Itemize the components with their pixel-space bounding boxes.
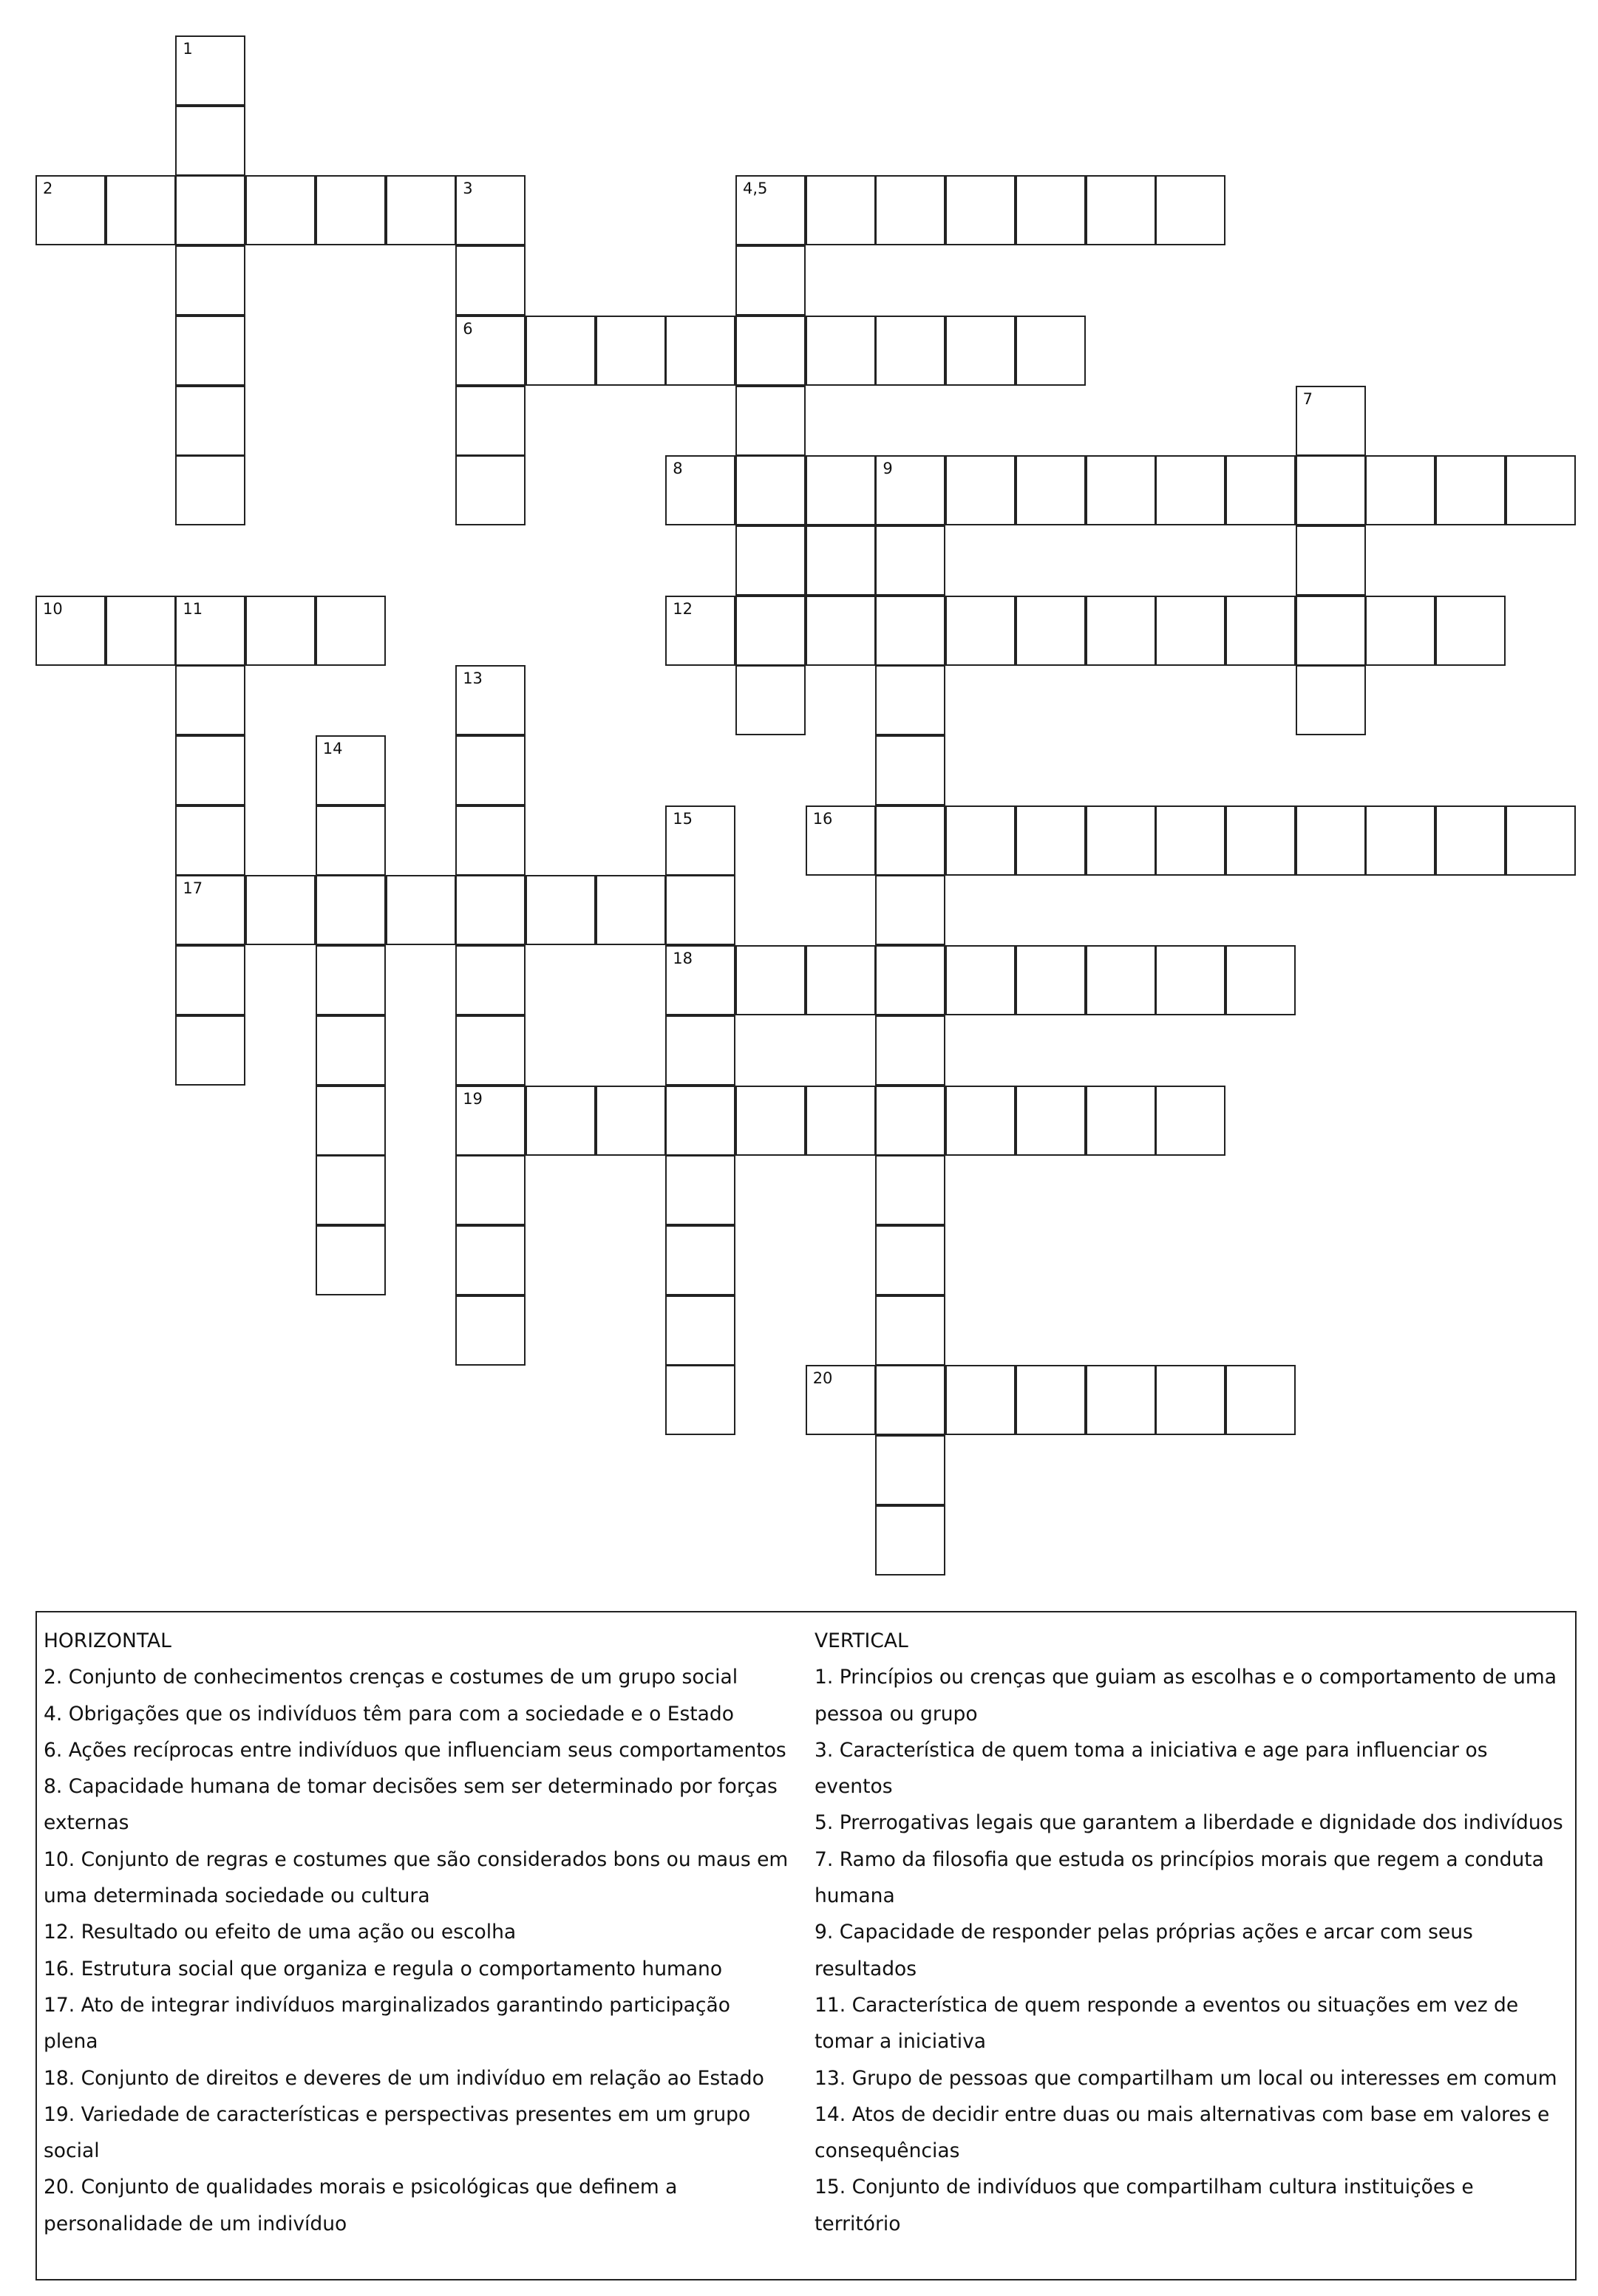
crossword-cell[interactable] xyxy=(175,945,245,1015)
crossword-cell[interactable] xyxy=(175,245,245,316)
vertical-clue-line: humana xyxy=(815,1884,895,1908)
horizontal-clue-line: 16. Estrutura social que organiza e regula o comportamento humano xyxy=(44,1957,723,1980)
crossword-cell[interactable] xyxy=(1225,455,1296,525)
crossword-cell[interactable] xyxy=(875,596,945,666)
crossword-cell[interactable] xyxy=(106,596,176,666)
crossword-cell-8[interactable] xyxy=(665,455,735,525)
crossword-cell[interactable] xyxy=(1086,805,1156,876)
crossword-cell[interactable] xyxy=(1365,805,1435,876)
crossword-cell[interactable] xyxy=(735,525,806,596)
crossword-cell[interactable] xyxy=(1225,805,1296,876)
crossword-cell[interactable] xyxy=(735,245,806,316)
crossword-cell[interactable] xyxy=(1016,1365,1086,1435)
crossword-cell[interactable] xyxy=(665,1365,735,1435)
crossword-cell[interactable] xyxy=(316,1086,386,1156)
crossword-cell-13[interactable] xyxy=(455,665,526,735)
crossword-cell[interactable] xyxy=(596,1086,666,1156)
crossword-cell[interactable] xyxy=(1296,805,1366,876)
vertical-clue-line: 3. Característica de quem toma a iniciativa e age para influenciar os xyxy=(815,1738,1488,1762)
crossword-cell[interactable] xyxy=(1155,455,1225,525)
crossword-cell[interactable] xyxy=(1435,596,1506,666)
crossword-cell[interactable] xyxy=(316,945,386,1015)
crossword-cell[interactable] xyxy=(875,1435,945,1505)
crossword-cell[interactable] xyxy=(455,455,526,525)
clue-number: 9 xyxy=(883,460,893,478)
crossword-cell[interactable] xyxy=(1155,1086,1225,1156)
crossword-cell[interactable] xyxy=(875,875,945,945)
horizontal-clue-line: 19. Variedade de características e perspectivas presentes em um grupo xyxy=(44,2102,751,2126)
crossword-cell[interactable] xyxy=(875,1015,945,1086)
horizontal-clues-column xyxy=(44,1623,818,2242)
crossword-cell[interactable] xyxy=(316,175,386,245)
crossword-cell[interactable] xyxy=(806,455,876,525)
vertical-clue-line: eventos xyxy=(815,1775,893,1799)
crossword-cell-6[interactable] xyxy=(455,316,526,386)
crossword-cell[interactable] xyxy=(1506,805,1576,876)
crossword-cell[interactable] xyxy=(875,1505,945,1575)
clue-number: 6 xyxy=(463,319,473,338)
clue-number: 12 xyxy=(673,599,693,618)
crossword-cell[interactable] xyxy=(735,316,806,386)
crossword-cell[interactable] xyxy=(175,735,245,805)
horizontal-clue-line: 2. Conjunto de conhecimentos crenças e costumes de um grupo social xyxy=(44,1666,738,1689)
crossword-cell[interactable] xyxy=(875,1086,945,1156)
crossword-cell[interactable] xyxy=(1016,455,1086,525)
crossword-cell[interactable] xyxy=(455,1295,526,1366)
crossword-cell[interactable] xyxy=(1155,945,1225,1015)
crossword-cell[interactable] xyxy=(596,875,666,945)
crossword-cell[interactable] xyxy=(455,945,526,1015)
crossword-cell[interactable] xyxy=(1435,455,1506,525)
clue-number: 3 xyxy=(463,180,473,198)
crossword-cell-19[interactable] xyxy=(455,1086,526,1156)
crossword-cell-1[interactable] xyxy=(175,35,245,106)
crossword-cell[interactable] xyxy=(1225,945,1296,1015)
crossword-cell[interactable] xyxy=(875,665,945,735)
vertical-clue-line: 13. Grupo de pessoas que compartilham um local ou interesses em comum xyxy=(815,2066,1557,2090)
crossword-cell[interactable] xyxy=(455,735,526,805)
clue-number: 10 xyxy=(43,599,63,618)
crossword-cell[interactable] xyxy=(735,386,806,456)
clue-number: 16 xyxy=(812,809,833,828)
crossword-cell[interactable] xyxy=(316,1015,386,1086)
crossword-cell[interactable] xyxy=(1155,805,1225,876)
vertical-clue-line: pessoa ou grupo xyxy=(815,1702,978,1726)
crossword-cell-15[interactable] xyxy=(665,805,735,876)
crossword-cell[interactable] xyxy=(735,455,806,525)
crossword-cell[interactable] xyxy=(526,875,596,945)
crossword-cell[interactable] xyxy=(665,1155,735,1225)
crossword-cell[interactable] xyxy=(945,316,1016,386)
crossword-cell[interactable] xyxy=(106,175,176,245)
clue-number: 1 xyxy=(183,40,193,58)
crossword-cell[interactable] xyxy=(945,945,1016,1015)
crossword-cell[interactable] xyxy=(175,805,245,876)
crossword-cell-17[interactable] xyxy=(175,875,245,945)
crossword-cell[interactable] xyxy=(386,875,456,945)
crossword-cell[interactable] xyxy=(1296,455,1366,525)
clue-number: 11 xyxy=(183,599,203,618)
horizontal-clue-line: 8. Capacidade humana de tomar decisões sem ser determinado por forças xyxy=(44,1775,778,1799)
crossword-cell-20[interactable] xyxy=(806,1365,876,1435)
crossword-cell[interactable] xyxy=(1296,665,1366,735)
crossword-cell[interactable] xyxy=(455,386,526,456)
vertical-clue-line: 1. Princípios ou crenças que guiam as escolhas e o comportamento de uma xyxy=(815,1666,1557,1689)
crossword-cell[interactable] xyxy=(455,1015,526,1086)
crossword-cell[interactable] xyxy=(875,735,945,805)
horizontal-clue-list xyxy=(44,1659,818,2242)
crossword-cell[interactable] xyxy=(806,1086,876,1156)
crossword-cell[interactable] xyxy=(455,805,526,876)
clue-number: 8 xyxy=(673,460,683,478)
crossword-cell[interactable] xyxy=(665,1295,735,1366)
crossword-cell[interactable] xyxy=(316,875,386,945)
vertical-clue-line: 5. Prerrogativas legais que garantem a liberdade e dignidade dos indivíduos xyxy=(815,1811,1563,1835)
crossword-cell[interactable] xyxy=(1016,805,1086,876)
crossword-cell[interactable] xyxy=(245,875,316,945)
crossword-cell[interactable] xyxy=(665,1086,735,1156)
crossword-cell[interactable] xyxy=(386,175,456,245)
crossword-cell-2[interactable] xyxy=(35,175,106,245)
crossword-cell[interactable] xyxy=(526,1086,596,1156)
crossword-cell-3[interactable] xyxy=(455,175,526,245)
crossword-cell[interactable] xyxy=(1016,1086,1086,1156)
crossword-cell[interactable] xyxy=(175,175,245,245)
horizontal-clue-line: social xyxy=(44,2139,100,2163)
horizontal-heading: HORIZONTAL xyxy=(44,1629,171,1652)
crossword-cell[interactable] xyxy=(875,1295,945,1366)
crossword-cell[interactable] xyxy=(1365,455,1435,525)
crossword-cell[interactable] xyxy=(1086,1086,1156,1156)
horizontal-clue-line: 18. Conjunto de direitos e deveres de um indivíduo em relação ao Estado xyxy=(44,2066,764,2090)
vertical-clue-line: 9. Capacidade de responder pelas próprias ações e arcar com seus xyxy=(815,1921,1473,1944)
horizontal-clue-line: 20. Conjunto de qualidades morais e psicológicas que definem a xyxy=(44,2176,678,2199)
crossword-cell[interactable] xyxy=(1086,1365,1156,1435)
vertical-clue-line: 14. Atos de decidir entre duas ou mais alternativas com base em valores e xyxy=(815,2102,1550,2126)
crossword-cell[interactable] xyxy=(1086,175,1156,245)
clue-number: 20 xyxy=(812,1369,833,1388)
crossword-cell-7[interactable] xyxy=(1296,386,1366,456)
crossword-cell[interactable] xyxy=(175,316,245,386)
crossword-cell[interactable] xyxy=(526,316,596,386)
crossword-cell[interactable] xyxy=(1506,455,1576,525)
crossword-cell[interactable] xyxy=(175,665,245,735)
crossword-cell[interactable] xyxy=(455,1155,526,1225)
crossword-cell[interactable] xyxy=(1435,805,1506,876)
crossword-cell[interactable] xyxy=(806,596,876,666)
crossword-cell[interactable] xyxy=(735,1086,806,1156)
crossword-cell[interactable] xyxy=(1155,175,1225,245)
clue-number: 18 xyxy=(673,950,693,968)
crossword-cell[interactable] xyxy=(245,596,316,666)
clue-number: 13 xyxy=(463,670,483,688)
clues-box xyxy=(35,1611,1577,2280)
crossword-cell[interactable] xyxy=(665,875,735,945)
crossword-cell[interactable] xyxy=(316,1225,386,1295)
crossword-cell[interactable] xyxy=(945,805,1016,876)
horizontal-clue-line: externas xyxy=(44,1811,129,1835)
clue-number: 15 xyxy=(673,809,693,828)
crossword-cell[interactable] xyxy=(875,1225,945,1295)
horizontal-clue-line: 6. Ações recíprocas entre indivíduos que influenciam seus comportamentos xyxy=(44,1738,786,1762)
crossword-cell-12[interactable] xyxy=(665,596,735,666)
crossword-cell[interactable] xyxy=(875,316,945,386)
vertical-heading: VERTICAL xyxy=(815,1629,908,1652)
crossword-cell[interactable] xyxy=(1016,175,1086,245)
crossword-cell[interactable] xyxy=(1086,596,1156,666)
crossword-cell[interactable] xyxy=(665,1015,735,1086)
crossword-cell[interactable] xyxy=(316,805,386,876)
crossword-cell[interactable] xyxy=(316,1155,386,1225)
crossword-cell[interactable] xyxy=(1016,316,1086,386)
crossword-cell[interactable] xyxy=(945,1086,1016,1156)
crossword-cell[interactable] xyxy=(875,805,945,876)
vertical-clue-line: resultados xyxy=(815,1957,917,1980)
crossword-cell[interactable] xyxy=(875,945,945,1015)
crossword-cell[interactable] xyxy=(806,316,876,386)
crossword-cell[interactable] xyxy=(175,106,245,176)
crossword-cell[interactable] xyxy=(1225,1365,1296,1435)
horizontal-clue-line: plena xyxy=(44,2030,98,2054)
clue-number: 14 xyxy=(322,740,343,757)
crossword-cell[interactable] xyxy=(1296,596,1366,666)
crossword-cell[interactable] xyxy=(455,1225,526,1295)
crossword-cell[interactable] xyxy=(455,245,526,316)
crossword-cell[interactable] xyxy=(735,945,806,1015)
vertical-clue-list xyxy=(815,1659,1576,2242)
crossword-cell[interactable] xyxy=(175,455,245,525)
crossword-cell[interactable] xyxy=(735,665,806,735)
crossword-cell-11[interactable] xyxy=(175,596,245,666)
horizontal-clue-line: 17. Ato de integrar indivíduos marginalizados garantindo participação xyxy=(44,1993,730,2017)
horizontal-clue-line: 12. Resultado ou efeito de uma ação ou escolha xyxy=(44,1921,517,1944)
crossword-cell[interactable] xyxy=(875,1155,945,1225)
crossword-cell[interactable] xyxy=(945,175,1016,245)
clue-number: 19 xyxy=(463,1089,483,1108)
horizontal-clue-line: personalidade de um indivíduo xyxy=(44,2212,347,2235)
crossword-cell-4-5[interactable] xyxy=(735,175,806,245)
vertical-clue-line: 7. Ramo da filosofia que estuda os princípios morais que regem a conduta xyxy=(815,1847,1544,1871)
crossword-cell[interactable] xyxy=(945,1365,1016,1435)
vertical-clue-line: 11. Característica de quem responde a eventos ou situações em vez de xyxy=(815,1993,1519,2017)
clue-number: 4,5 xyxy=(743,180,768,198)
crossword-cell-9[interactable] xyxy=(875,455,945,525)
crossword-cell[interactable] xyxy=(806,525,876,596)
crossword-cell[interactable] xyxy=(945,596,1016,666)
horizontal-clue-line: 4. Obrigações que os indivíduos têm para com a sociedade e o Estado xyxy=(44,1702,734,1726)
crossword-cell[interactable] xyxy=(665,1225,735,1295)
crossword-cell-10[interactable] xyxy=(35,596,106,666)
crossword-cell[interactable] xyxy=(806,945,876,1015)
horizontal-clue-line: uma determinada sociedade ou cultura xyxy=(44,1884,430,1908)
crossword-cell[interactable] xyxy=(455,875,526,945)
crossword-cell[interactable] xyxy=(316,596,386,666)
vertical-clues-column xyxy=(815,1623,1576,2242)
crossword-cell-14[interactable] xyxy=(316,735,386,805)
crossword-cell[interactable] xyxy=(1086,455,1156,525)
crossword-cell[interactable] xyxy=(175,1015,245,1086)
crossword-cell[interactable] xyxy=(1016,596,1086,666)
crossword-cell[interactable] xyxy=(875,175,945,245)
crossword-cell[interactable] xyxy=(1155,596,1225,666)
vertical-clue-line: 15. Conjunto de indivíduos que compartilham cultura instituições e xyxy=(815,2176,1474,2199)
crossword-cell[interactable] xyxy=(596,316,666,386)
crossword-cell[interactable] xyxy=(875,525,945,596)
crossword-cell[interactable] xyxy=(175,386,245,456)
clue-number: 7 xyxy=(1302,389,1313,408)
crossword-cell[interactable] xyxy=(875,1365,945,1435)
horizontal-clue-line: 10. Conjunto de regras e costumes que são considerados bons ou maus em xyxy=(44,1847,789,1871)
vertical-clue-line: tomar a iniciativa xyxy=(815,2030,987,2054)
crossword-cell[interactable] xyxy=(1016,945,1086,1015)
crossword-cell[interactable] xyxy=(1365,596,1435,666)
crossword-cell[interactable] xyxy=(945,455,1016,525)
vertical-clue-line: consequências xyxy=(815,2139,960,2163)
crossword-cell[interactable] xyxy=(1155,1365,1225,1435)
clue-number: 2 xyxy=(43,180,53,198)
crossword-cell-18[interactable] xyxy=(665,945,735,1015)
crossword-cell[interactable] xyxy=(245,175,316,245)
clue-number: 17 xyxy=(183,879,203,898)
crossword-cell[interactable] xyxy=(1086,945,1156,1015)
crossword-cell[interactable] xyxy=(735,596,806,666)
crossword-cell[interactable] xyxy=(665,316,735,386)
vertical-clue-line: território xyxy=(815,2212,901,2235)
crossword-cell[interactable] xyxy=(1225,596,1296,666)
crossword-cell[interactable] xyxy=(1296,525,1366,596)
crossword-cell[interactable] xyxy=(806,175,876,245)
crossword-cell-16[interactable] xyxy=(806,805,876,876)
